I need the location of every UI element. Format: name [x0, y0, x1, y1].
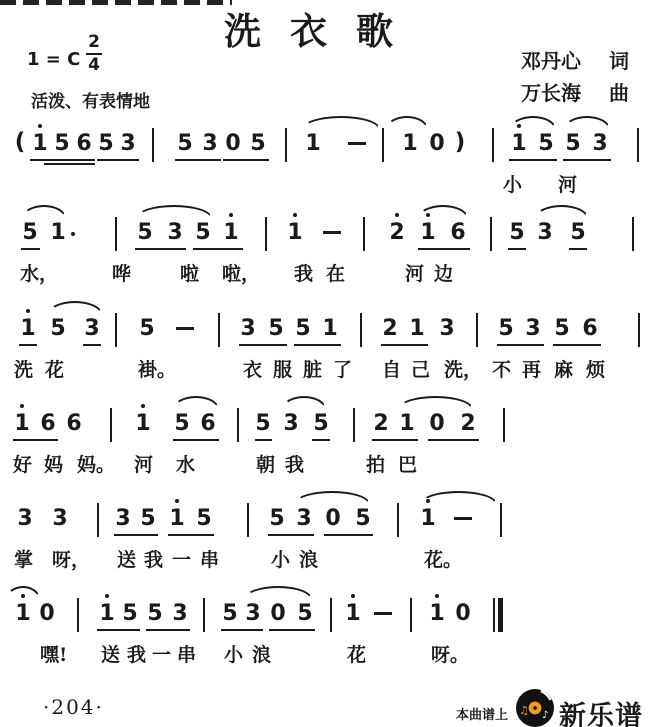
record-spindle	[533, 706, 537, 710]
note-digit: 0	[455, 601, 471, 626]
lyric-syllable: 一	[172, 549, 192, 571]
note-digit: 5	[122, 601, 138, 626]
note-digit: 6	[76, 131, 92, 156]
time-signature	[84, 33, 104, 75]
note-digit: 5	[509, 220, 525, 245]
lyric-syllable: 我	[127, 644, 147, 666]
note-digit: 1	[345, 601, 361, 626]
music-note-icon: ♫	[519, 704, 529, 717]
music-line	[0, 300, 651, 384]
beam-underline	[30, 159, 95, 161]
note-digit: 0	[39, 601, 55, 626]
slur-arc	[136, 205, 212, 218]
note-digit: 2	[389, 220, 405, 245]
octave-dot	[351, 594, 355, 598]
note-digit: 5	[139, 316, 155, 341]
barline	[360, 313, 362, 347]
note-digit: 3	[592, 131, 608, 156]
note-digit: 5	[295, 316, 311, 341]
scan-noise-strip	[0, 0, 232, 5]
beam-underline	[418, 248, 470, 250]
octave-dot	[38, 124, 42, 128]
note-digit: 3	[202, 131, 218, 156]
lyric-syllable: 河	[134, 454, 154, 476]
note-digit: 5	[177, 131, 193, 156]
note-digit: 3	[296, 506, 312, 531]
beam-underline	[269, 629, 315, 631]
lyricist-role: 词	[609, 49, 629, 73]
music-line	[0, 204, 651, 288]
lyricist-credit	[521, 49, 629, 73]
note-digit: 1	[50, 220, 66, 245]
slur-arc	[398, 396, 473, 409]
note-digit: 1	[169, 506, 185, 531]
note-digit: 0	[429, 131, 445, 156]
barline	[110, 408, 112, 442]
beam-underline	[381, 344, 428, 346]
note-digit: 5	[269, 506, 285, 531]
note-digit: 5	[565, 131, 581, 156]
barline	[115, 313, 117, 347]
lyric-syllable: 边	[434, 263, 454, 285]
duration-dash	[348, 142, 366, 145]
note-digit: 5	[255, 411, 271, 436]
note-digit: 5	[498, 316, 514, 341]
beam-underline	[255, 439, 272, 441]
composer-name: 万长海	[521, 81, 581, 105]
barline	[632, 217, 634, 251]
slur-arc	[244, 586, 312, 599]
note-digit: 5	[554, 316, 570, 341]
barline	[115, 217, 117, 251]
barline	[330, 598, 332, 632]
note-digit: 3	[120, 131, 136, 156]
credits	[521, 49, 629, 113]
slur-arc	[294, 491, 370, 504]
beam-underline	[83, 344, 101, 346]
barline	[203, 598, 205, 632]
note-digit: 5	[250, 131, 266, 156]
note-digit: 5	[137, 220, 153, 245]
lyric-syllable: 水	[176, 454, 196, 476]
tempo-expression-text: 活泼、有表情地	[31, 92, 150, 112]
lyric-syllable: 串	[177, 644, 197, 666]
slur-arc	[510, 116, 556, 129]
lyric-syllable: 服	[273, 359, 293, 381]
slur-arc	[6, 586, 40, 599]
barline	[77, 598, 79, 632]
lyric-syllable: 嘿!	[40, 644, 68, 666]
note-digit: 6	[200, 411, 216, 436]
lyric-syllable: 浪	[252, 644, 272, 666]
beam-underline	[563, 159, 611, 161]
note-digit: 6	[582, 316, 598, 341]
barline	[247, 503, 249, 537]
barline	[218, 313, 220, 347]
key-signature: 1 = C	[27, 49, 81, 70]
lyric-syllable: 我	[144, 549, 164, 571]
watermark	[456, 686, 643, 727]
note-digit: 5	[222, 601, 238, 626]
lyric-syllable: 啦	[180, 263, 200, 285]
lyric-syllable: 己	[411, 359, 431, 381]
lyric-syllable: 哗	[112, 263, 132, 285]
barline	[237, 408, 239, 442]
note-digit: 5	[147, 601, 163, 626]
lyric-syllable: 巴	[398, 454, 418, 476]
lyric-syllable: 串	[200, 549, 220, 571]
octave-dot	[20, 404, 24, 408]
lyric-syllable: 褂。	[138, 359, 177, 381]
note-digit: 3	[172, 601, 188, 626]
note-digit: 1	[287, 220, 303, 245]
lyric-syllable: 妈	[44, 454, 64, 476]
note-digit: 0	[429, 411, 445, 436]
music-note-icon: ♪	[542, 710, 549, 721]
beam-underline	[372, 439, 418, 441]
note-digit: 1	[420, 506, 436, 531]
lyric-syllable: 麻	[554, 359, 574, 381]
beam-underline	[221, 629, 263, 631]
slur-arc	[418, 205, 468, 218]
barline	[476, 313, 478, 347]
time-signature-numerator: 2	[88, 32, 100, 52]
note-digit: 3	[84, 316, 100, 341]
beam-underline	[569, 248, 587, 250]
lyric-syllable: 不	[492, 359, 512, 381]
note-digit: 3	[167, 220, 183, 245]
note-digit: 5	[98, 131, 114, 156]
lyric-syllable: 水，	[20, 263, 59, 285]
beam-underline	[428, 439, 479, 441]
beam-underline	[223, 159, 269, 161]
duration-dash	[176, 327, 194, 330]
note-digit: 3	[240, 316, 256, 341]
composer-credit	[521, 81, 629, 105]
slur-arc	[22, 205, 66, 218]
beam-underline	[135, 248, 186, 250]
barline	[397, 503, 399, 537]
slur-arc	[535, 205, 588, 218]
beam-underline	[146, 629, 190, 631]
lyric-syllable: 妈。	[77, 454, 116, 476]
slur-arc	[564, 116, 610, 129]
lyric-syllable: 好	[13, 454, 33, 476]
lyric-syllable: 自	[382, 359, 402, 381]
beam-underline	[13, 439, 58, 441]
beam-underline	[508, 248, 526, 250]
note-digit: 5	[195, 220, 211, 245]
note-digit: 5	[50, 316, 66, 341]
lyric-syllable: 洗，	[444, 359, 483, 381]
lyric-syllable: 在	[326, 263, 346, 285]
music-line	[0, 585, 651, 669]
note-digit: 5	[297, 601, 313, 626]
barline	[637, 128, 639, 162]
note-digit: 1	[20, 316, 36, 341]
note-digit: 1	[409, 316, 425, 341]
beam-underline	[114, 534, 158, 536]
octave-dot	[395, 213, 399, 217]
lyric-syllable: 河	[558, 174, 578, 196]
lyric-syllable: 呀，	[52, 549, 91, 571]
octave-dot	[435, 594, 439, 598]
note-digit: )	[454, 129, 466, 155]
beam-underline	[497, 344, 544, 346]
octave-dot	[26, 309, 30, 313]
watermark-brand: 新乐谱	[559, 701, 644, 727]
lyric-syllable: 小	[271, 549, 291, 571]
note-digit: 3	[52, 506, 68, 531]
lyric-syllable: 我	[294, 263, 314, 285]
lyric-syllable: 脏	[303, 359, 323, 381]
slur-arc	[386, 116, 428, 129]
beam-underline	[268, 534, 314, 536]
slur-arc	[48, 301, 102, 314]
music-line	[0, 490, 651, 574]
barline	[500, 503, 502, 537]
lyricist-name: 邓丹心	[521, 49, 581, 73]
note-digit: 5	[268, 316, 284, 341]
note-digit: 1	[305, 131, 321, 156]
lyric-syllable: 烦	[586, 359, 606, 381]
slur-arc	[173, 396, 219, 409]
beam-underline	[97, 629, 140, 631]
augmentation-dot	[71, 232, 75, 236]
note-digit: 3	[115, 506, 131, 531]
note-digit: 3	[439, 316, 455, 341]
barline	[363, 217, 365, 251]
lyric-syllable: 呀。	[431, 644, 470, 666]
lyric-syllable: 小	[224, 644, 244, 666]
octave-dot	[229, 213, 233, 217]
final-barline-thick	[498, 598, 503, 632]
composer-role: 曲	[609, 81, 629, 105]
barline	[285, 128, 287, 162]
note-digit: 0	[225, 131, 241, 156]
note-digit: 5	[22, 220, 38, 245]
lyric-syllable: 掌	[14, 549, 34, 571]
note-digit: 1	[99, 601, 115, 626]
note-digit: 3	[17, 506, 33, 531]
note-digit: 0	[270, 601, 286, 626]
barline	[492, 128, 494, 162]
duration-dash	[323, 231, 341, 234]
beam-underline	[19, 344, 37, 346]
note-digit: 6	[66, 411, 82, 436]
note-digit: 1	[399, 411, 415, 436]
beam-underline	[193, 248, 243, 250]
note-digit: 2	[382, 316, 398, 341]
lyric-syllable: 花。	[424, 549, 463, 571]
lyric-syllable: 洗	[14, 359, 34, 381]
note-digit: 1	[223, 220, 239, 245]
octave-dot	[293, 213, 297, 217]
beam-underline	[97, 159, 139, 161]
note-digit: 5	[196, 506, 212, 531]
beam-underline	[239, 344, 287, 346]
lyric-syllable: 一	[152, 644, 172, 666]
note-digit: 2	[373, 411, 389, 436]
lyric-syllable: 再	[522, 359, 542, 381]
song-title: 洗衣歌	[224, 9, 422, 53]
barline	[410, 598, 412, 632]
note-digit: 6	[40, 411, 56, 436]
note-digit: 1	[402, 131, 418, 156]
lyric-syllable: 送	[101, 644, 121, 666]
page-number: ·204·	[43, 695, 104, 719]
barline	[490, 217, 492, 251]
lyric-syllable: 了	[333, 359, 353, 381]
vinyl-record-icon	[515, 688, 555, 727]
music-line	[0, 115, 651, 199]
barline	[152, 128, 154, 162]
lyric-syllable: 河	[405, 263, 425, 285]
octave-dot	[175, 499, 179, 503]
beam-underline	[294, 344, 341, 346]
lyric-syllable: 花	[45, 359, 65, 381]
lyric-syllable: 衣	[243, 359, 263, 381]
final-barline-thin	[493, 598, 495, 632]
slur-arc	[282, 396, 326, 409]
note-digit: 0	[325, 506, 341, 531]
note-digit: 3	[283, 411, 299, 436]
note-digit: (	[14, 129, 26, 155]
lyric-syllable: 浪	[299, 549, 319, 571]
duration-dash	[374, 612, 392, 615]
slur-arc	[302, 116, 380, 129]
lyric-syllable: 拍	[366, 454, 386, 476]
barline	[503, 408, 505, 442]
beam-underline	[312, 439, 330, 441]
note-digit: 5	[140, 506, 156, 531]
barline	[265, 217, 267, 251]
note-digit: 5	[355, 506, 371, 531]
note-digit: 5	[313, 411, 329, 436]
note-digit: 1	[14, 411, 30, 436]
time-signature-denominator: 4	[88, 55, 100, 75]
duration-dash	[454, 517, 472, 520]
barline	[353, 408, 355, 442]
lyric-syllable: 啦，	[222, 263, 261, 285]
slur-arc	[420, 491, 497, 504]
beam-underline	[509, 159, 557, 161]
beam-underline	[173, 439, 219, 441]
note-digit: 5	[54, 131, 70, 156]
music-line	[0, 395, 651, 479]
watermark-prefix: 本曲谱上	[456, 708, 509, 723]
beam-underline	[21, 248, 40, 250]
note-digit: 1	[511, 131, 527, 156]
beam-underline	[553, 344, 601, 346]
note-digit: 1	[32, 131, 48, 156]
note-digit: 3	[525, 316, 541, 341]
note-digit: 1	[420, 220, 436, 245]
note-digit: 3	[537, 220, 553, 245]
note-digit: 3	[245, 601, 261, 626]
beam-underline	[44, 163, 95, 165]
lyric-syllable: 小	[503, 174, 523, 196]
lyric-syllable: 送	[117, 549, 137, 571]
lyric-syllable: 花	[347, 644, 367, 666]
beam-underline	[175, 159, 221, 161]
octave-dot	[141, 404, 145, 408]
octave-dot	[105, 594, 109, 598]
note-digit: 1	[429, 601, 445, 626]
note-digit: 1	[322, 316, 338, 341]
lyric-syllable: 朝	[256, 454, 276, 476]
barline	[97, 503, 99, 537]
note-digit: 1	[135, 411, 151, 436]
note-digit: 2	[460, 411, 476, 436]
note-digit: 5	[570, 220, 586, 245]
barline	[638, 313, 640, 347]
note-digit: 5	[174, 411, 190, 436]
lyric-syllable: 我	[285, 454, 305, 476]
beam-underline	[324, 534, 373, 536]
beam-underline	[168, 534, 214, 536]
note-digit: 6	[450, 220, 466, 245]
note-digit: 1	[15, 601, 31, 626]
note-digit: 5	[538, 131, 554, 156]
barline	[382, 128, 384, 162]
